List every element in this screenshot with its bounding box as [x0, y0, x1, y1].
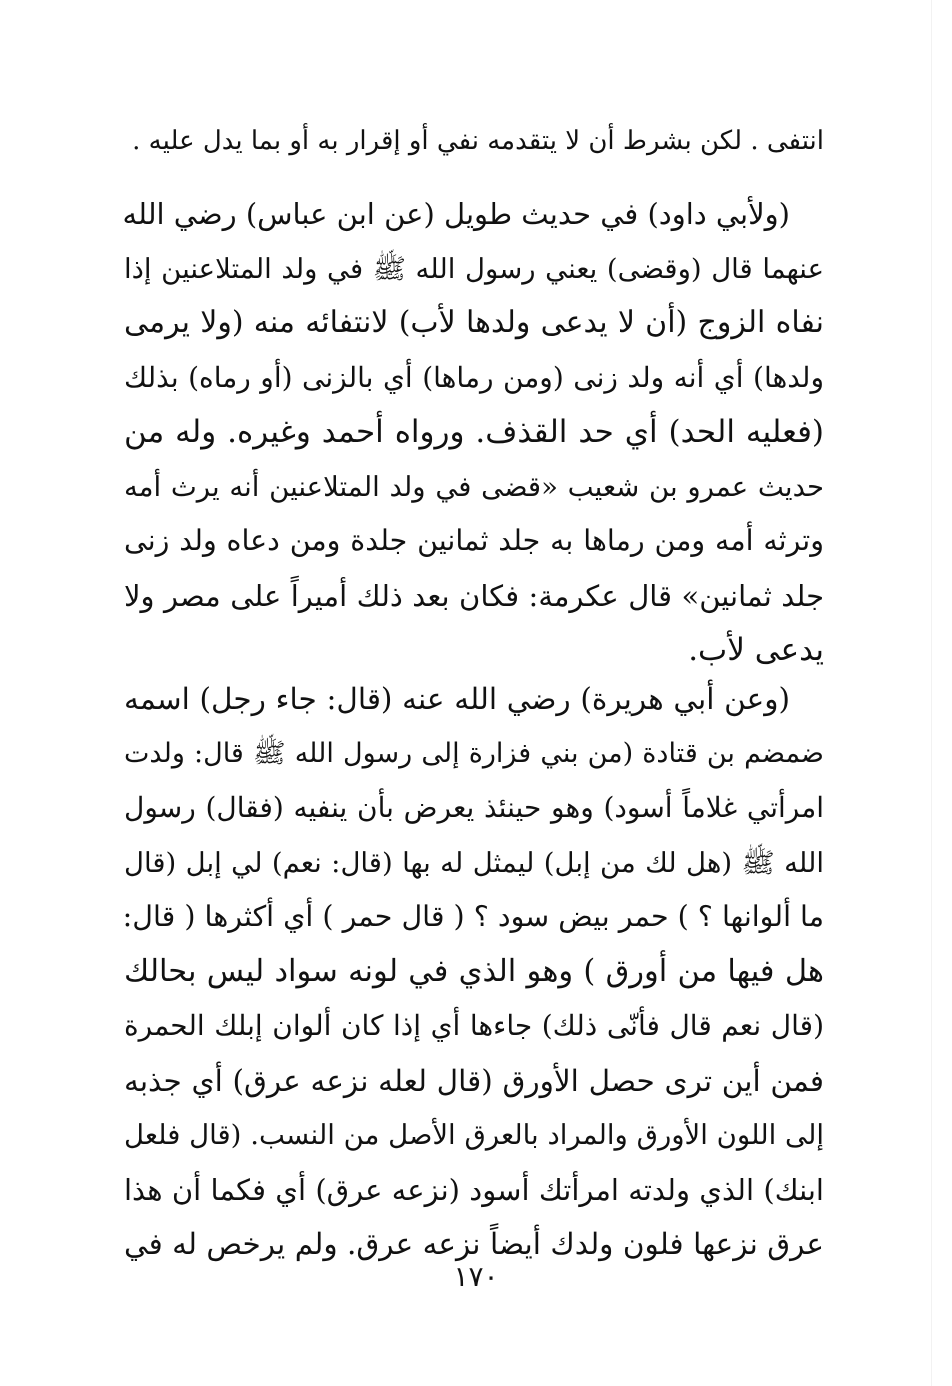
page-edge-line — [931, 0, 932, 1386]
text-line: ضمضم بن قتادة (من بني فزارة إلى رسول الله ﷺ قال: ولدت — [124, 737, 824, 769]
text-line: يدعى لأب. — [688, 632, 824, 668]
text-line: عنهما قال (وقضى) يعني رسول الله ﷺ في ولد المتلاعنين إذا — [124, 252, 824, 285]
paragraph-3 — [124, 672, 824, 1272]
text-line: حديث عمرو بن شعيب «قضى في ولد المتلاعنين أنه يرث أمه — [124, 470, 824, 503]
paragraph-1 — [124, 114, 824, 169]
text-line: جلد ثمانين» قال عكرمة: فكان بعد ذلك أميراً على مصر ولا — [124, 578, 824, 613]
text-line: فمن أين ترى حصل الأورق (قال لعله نزعه عرق) أي جذبه — [124, 1063, 824, 1098]
text-line: (فعليه الحد) أي حد القذف. ورواه أحمد وغيره. وله من — [124, 414, 824, 450]
text-line: (قال نعم قال فأنّى ذلك) جاءها أي إذا كان ألوان إبلك الحمرة — [124, 1009, 824, 1042]
text-line: ما ألوانها ؟ ) حمر بيض سود ؟ ( قال حمر ) أي أكثرها ( قال: — [122, 900, 824, 933]
text-line: نفاه الزوج (أن لا يدعى ولدها لأب) لانتفائه منه (ولا يرمى — [124, 305, 824, 340]
text-line: عرق نزعها فلون ولدك أيضاً نزعه عرق. ولم يرخص له في — [124, 1227, 824, 1261]
text-line: هل فيها من أورق ) وهو الذي في لونه سواد ليس بحالك — [124, 953, 824, 989]
text-line: وترثه أمه ومن رماها به جلد ثمانين جلدة ومن دعاه ولد زنى — [124, 524, 824, 557]
text-line: ابنك) الذي ولدته امرأتك أسود (نزعه عرق) أي فكما أن هذا — [124, 1172, 824, 1207]
text-line: ولدها) أي أنه ولد زنى (ومن رماها) أي بالزنى (أو رماه) بذلك — [124, 360, 824, 394]
text-line: انتفى . لكن بشرط أن لا يتقدمه نفي أو إقرار به أو بما يدل عليه . — [132, 126, 824, 156]
page-number: ١٧٠ — [453, 1260, 499, 1293]
text-line: الله ﷺ (هل لك من إبل) ليمثل له بها (قال: نعم) لي إبل (قال — [124, 846, 824, 879]
text-line: امرأتي غلاماً أسود) وهو حينئذ يعرض بأن ينفيه (فقال) رسول — [124, 791, 824, 824]
text-line: (وعن أبي هريرة) رضي الله عنه (قال: جاء رجل) اسمه — [124, 682, 790, 716]
text-line: (ولأبي داود) في حديث طويل (عن ابن عباس) رضي الله — [122, 197, 790, 231]
text-line: إلى اللون الأورق والمراد بالعرق الأصل من النسب. (قال فلعل — [124, 1119, 824, 1151]
paragraph-2 — [124, 187, 824, 678]
